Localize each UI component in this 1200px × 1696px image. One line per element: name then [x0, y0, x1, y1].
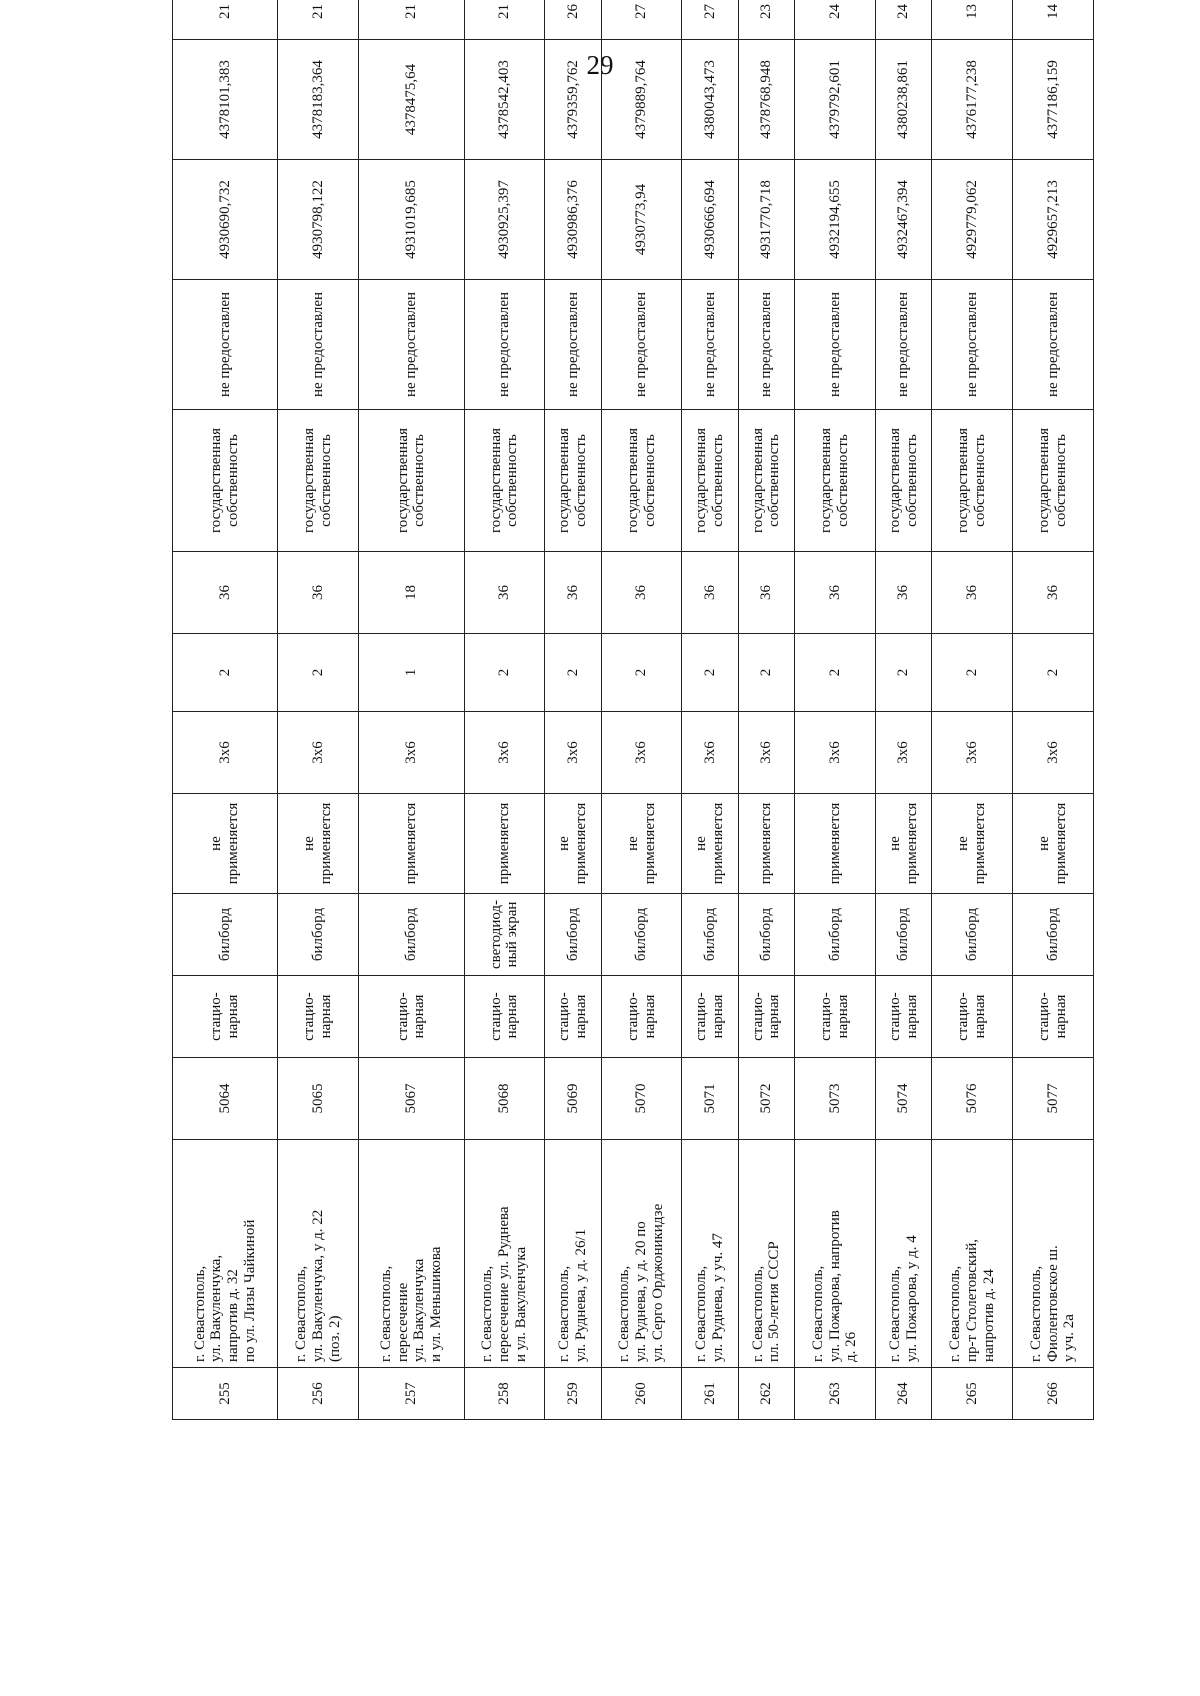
sides-count-cell: 2	[932, 634, 1013, 712]
lighting-cell: применяется	[359, 794, 464, 894]
zone-cell: 14	[1013, 0, 1094, 40]
structure-id-cell: 5077	[1013, 1058, 1094, 1140]
size-cell: 3x6	[601, 712, 682, 794]
sides-count-cell: 2	[682, 634, 738, 712]
table-row	[1013, 0, 1094, 1420]
row-number: 263	[795, 1368, 876, 1420]
ownership-cell: государственная собственность	[359, 410, 464, 552]
structure-id-cell: 5068	[464, 1058, 545, 1140]
table-row	[875, 0, 931, 1420]
row-number: 264	[875, 1368, 931, 1420]
cadastre-number-cell: не предоставлен	[545, 280, 601, 410]
table-row	[278, 0, 359, 1420]
area-cell: 36	[278, 552, 359, 634]
size-cell: 3x6	[682, 712, 738, 794]
table-row	[173, 0, 278, 1420]
coordinate-y-cell: 4378768,948	[738, 40, 794, 160]
structure-type-cell: билборд	[875, 894, 931, 976]
structure-id-cell: 5076	[932, 1058, 1013, 1140]
rotated-table-container	[172, 4, 1094, 1420]
cadastre-number-cell: не предоставлен	[278, 280, 359, 410]
zone-cell: 27	[682, 0, 738, 40]
coordinate-x-cell: 4930773,94	[601, 160, 682, 280]
structure-id-cell: 5069	[545, 1058, 601, 1140]
cadastre-number-cell: не предоставлен	[738, 280, 794, 410]
area-cell: 36	[682, 552, 738, 634]
structure-type-cell: билборд	[682, 894, 738, 976]
size-cell: 3x6	[464, 712, 545, 794]
structure-id-cell: 5072	[738, 1058, 794, 1140]
size-cell: 3x6	[545, 712, 601, 794]
address-cell: г. Севастополь, Фиолентовское ш. у уч. 2а	[1013, 1140, 1094, 1368]
area-cell: 36	[1013, 552, 1094, 634]
sides-count-cell: 2	[1013, 634, 1094, 712]
structure-type-cell: билборд	[173, 894, 278, 976]
ownership-cell: государственная собственность	[464, 410, 545, 552]
size-cell: 3x6	[359, 712, 464, 794]
zone-cell: 13	[932, 0, 1013, 40]
ownership-cell: государственная собственность	[682, 410, 738, 552]
area-cell: 36	[545, 552, 601, 634]
mount-type-cell: стацио- нарная	[601, 976, 682, 1058]
row-number: 255	[173, 1368, 278, 1420]
coordinate-x-cell: 4929779,062	[932, 160, 1013, 280]
ownership-cell: государственная собственность	[278, 410, 359, 552]
address-cell: г. Севастополь, пл. 50-летия СССР	[738, 1140, 794, 1368]
sides-count-cell: 2	[173, 634, 278, 712]
lighting-cell: не применяется	[682, 794, 738, 894]
structure-id-cell: 5071	[682, 1058, 738, 1140]
coordinate-y-cell: 4378475,64	[359, 40, 464, 160]
zone-cell: 21	[173, 0, 278, 40]
table-row	[682, 0, 738, 1420]
coordinate-y-cell: 4378183,364	[278, 40, 359, 160]
lighting-cell: не применяется	[1013, 794, 1094, 894]
cadastre-number-cell: не предоставлен	[464, 280, 545, 410]
size-cell: 3x6	[738, 712, 794, 794]
zone-cell: 21	[278, 0, 359, 40]
coordinate-x-cell: 4930986,376	[545, 160, 601, 280]
row-number: 262	[738, 1368, 794, 1420]
mount-type-cell: стацио- нарная	[682, 976, 738, 1058]
coordinate-y-cell: 4377186,159	[1013, 40, 1094, 160]
sides-count-cell: 2	[464, 634, 545, 712]
cadastre-number-cell: не предоставлен	[875, 280, 931, 410]
page-number: 29	[586, 50, 614, 80]
zone-cell: 26	[545, 0, 601, 40]
sides-count-cell: 2	[738, 634, 794, 712]
coordinate-x-cell: 4929657,213	[1013, 160, 1094, 280]
row-number: 260	[601, 1368, 682, 1420]
mount-type-cell: стацио- нарная	[875, 976, 931, 1058]
sides-count-cell: 1	[359, 634, 464, 712]
table-body	[173, 0, 1094, 1420]
lighting-cell: не применяется	[278, 794, 359, 894]
lighting-cell: не применяется	[545, 794, 601, 894]
cadastre-number-cell: не предоставлен	[1013, 280, 1094, 410]
coordinate-y-cell: 4379889,764	[601, 40, 682, 160]
lighting-cell: не применяется	[601, 794, 682, 894]
mount-type-cell: стацио- нарная	[545, 976, 601, 1058]
ownership-cell: государственная собственность	[1013, 410, 1094, 552]
address-cell: г. Севастополь, ул. Руднева, у д. 20 по ул. Серго Орджоникидзе	[601, 1140, 682, 1368]
sides-count-cell: 2	[601, 634, 682, 712]
structure-type-cell: светодиод- ный экран	[464, 894, 545, 976]
table-row	[738, 0, 794, 1420]
advertising-structures-table	[172, 0, 1094, 1420]
coordinate-y-cell: 4379792,601	[795, 40, 876, 160]
structure-type-cell: билборд	[738, 894, 794, 976]
coordinate-y-cell: 4378101,383	[173, 40, 278, 160]
table-row	[359, 0, 464, 1420]
structure-type-cell: билборд	[278, 894, 359, 976]
row-number: 261	[682, 1368, 738, 1420]
coordinate-y-cell: 4380238,861	[875, 40, 931, 160]
structure-type-cell: билборд	[601, 894, 682, 976]
zone-cell: 24	[875, 0, 931, 40]
structure-id-cell: 5074	[875, 1058, 931, 1140]
size-cell: 3x6	[278, 712, 359, 794]
area-cell: 36	[601, 552, 682, 634]
mount-type-cell: стацио- нарная	[359, 976, 464, 1058]
size-cell: 3x6	[875, 712, 931, 794]
row-number: 257	[359, 1368, 464, 1420]
cadastre-number-cell: не предоставлен	[932, 280, 1013, 410]
address-cell: г. Севастополь, ул. Руднева, у д. 26/1	[545, 1140, 601, 1368]
ownership-cell: государственная собственность	[738, 410, 794, 552]
coordinate-x-cell: 4931019,685	[359, 160, 464, 280]
coordinate-y-cell: 4380043,473	[682, 40, 738, 160]
mount-type-cell: стацио- нарная	[932, 976, 1013, 1058]
structure-type-cell: билборд	[932, 894, 1013, 976]
mount-type-cell: стацио- нарная	[278, 976, 359, 1058]
address-cell: г. Севастополь, ул. Пожарова, напротив д. 26	[795, 1140, 876, 1368]
structure-id-cell: 5067	[359, 1058, 464, 1140]
size-cell: 3x6	[1013, 712, 1094, 794]
ownership-cell: государственная собственность	[545, 410, 601, 552]
area-cell: 36	[464, 552, 545, 634]
structure-type-cell: билборд	[359, 894, 464, 976]
mount-type-cell: стацио- нарная	[464, 976, 545, 1058]
row-number: 256	[278, 1368, 359, 1420]
structure-type-cell: билборд	[1013, 894, 1094, 976]
size-cell: 3x6	[795, 712, 876, 794]
table-row	[464, 0, 545, 1420]
lighting-cell: применяется	[795, 794, 876, 894]
address-cell: г. Севастополь, ул. Пожарова, у д. 4	[875, 1140, 931, 1368]
cadastre-number-cell: не предоставлен	[173, 280, 278, 410]
zone-cell: 27	[601, 0, 682, 40]
lighting-cell: не применяется	[932, 794, 1013, 894]
ownership-cell: государственная собственность	[173, 410, 278, 552]
structure-type-cell: билборд	[545, 894, 601, 976]
coordinate-y-cell: 4378542,403	[464, 40, 545, 160]
address-cell: г. Севастополь, пересечение ул. Вакуленчука и ул. Меньшикова	[359, 1140, 464, 1368]
structure-type-cell: билборд	[795, 894, 876, 976]
address-cell: г. Севастополь, пересечение ул. Руднева и ул. Вакуленчука	[464, 1140, 545, 1368]
sides-count-cell: 2	[795, 634, 876, 712]
lighting-cell: не применяется	[875, 794, 931, 894]
row-number: 266	[1013, 1368, 1094, 1420]
coordinate-y-cell: 4379359,762	[545, 40, 601, 160]
cadastre-number-cell: не предоставлен	[682, 280, 738, 410]
coordinate-x-cell: 4930690,732	[173, 160, 278, 280]
zone-cell: 23	[738, 0, 794, 40]
structure-id-cell: 5073	[795, 1058, 876, 1140]
address-cell: г. Севастополь, ул. Вакуленчука, у д. 22 (поз. 2)	[278, 1140, 359, 1368]
zone-cell: 24	[795, 0, 876, 40]
zone-cell: 21	[359, 0, 464, 40]
ownership-cell: государственная собственность	[875, 410, 931, 552]
coordinate-x-cell: 4930798,122	[278, 160, 359, 280]
table-row	[795, 0, 876, 1420]
cadastre-number-cell: не предоставлен	[795, 280, 876, 410]
lighting-cell: не применяется	[173, 794, 278, 894]
address-cell: г. Севастополь, ул. Вакуленчука, напротив д. 32 по ул. Лизы Чайкиной	[173, 1140, 278, 1368]
sides-count-cell: 2	[875, 634, 931, 712]
mount-type-cell: стацио- нарная	[173, 976, 278, 1058]
address-cell: г. Севастополь, пр-т Столетовский, напротив д. 24	[932, 1140, 1013, 1368]
mount-type-cell: стацио- нарная	[738, 976, 794, 1058]
coordinate-x-cell: 4932194,655	[795, 160, 876, 280]
sides-count-cell: 2	[545, 634, 601, 712]
area-cell: 18	[359, 552, 464, 634]
address-cell: г. Севастополь, ул. Руднева, у уч. 47	[682, 1140, 738, 1368]
area-cell: 36	[738, 552, 794, 634]
lighting-cell: применяется	[738, 794, 794, 894]
mount-type-cell: стацио- нарная	[795, 976, 876, 1058]
area-cell: 36	[173, 552, 278, 634]
coordinate-x-cell: 4930925,397	[464, 160, 545, 280]
coordinate-x-cell: 4932467,394	[875, 160, 931, 280]
ownership-cell: государственная собственность	[795, 410, 876, 552]
mount-type-cell: стацио- нарная	[1013, 976, 1094, 1058]
structure-id-cell: 5064	[173, 1058, 278, 1140]
structure-id-cell: 5065	[278, 1058, 359, 1140]
table-row	[545, 0, 601, 1420]
row-number: 259	[545, 1368, 601, 1420]
size-cell: 3x6	[173, 712, 278, 794]
coordinate-x-cell: 4931770,718	[738, 160, 794, 280]
coordinate-y-cell: 4376177,238	[932, 40, 1013, 160]
zone-cell: 21	[464, 0, 545, 40]
row-number: 258	[464, 1368, 545, 1420]
ownership-cell: государственная собственность	[601, 410, 682, 552]
area-cell: 36	[795, 552, 876, 634]
table-row	[932, 0, 1013, 1420]
table-row	[601, 0, 682, 1420]
structure-id-cell: 5070	[601, 1058, 682, 1140]
size-cell: 3x6	[932, 712, 1013, 794]
area-cell: 36	[875, 552, 931, 634]
cadastre-number-cell: не предоставлен	[601, 280, 682, 410]
cadastre-number-cell: не предоставлен	[359, 280, 464, 410]
sides-count-cell: 2	[278, 634, 359, 712]
lighting-cell: применяется	[464, 794, 545, 894]
row-number: 265	[932, 1368, 1013, 1420]
area-cell: 36	[932, 552, 1013, 634]
ownership-cell: государственная собственность	[932, 410, 1013, 552]
coordinate-x-cell: 4930666,694	[682, 160, 738, 280]
